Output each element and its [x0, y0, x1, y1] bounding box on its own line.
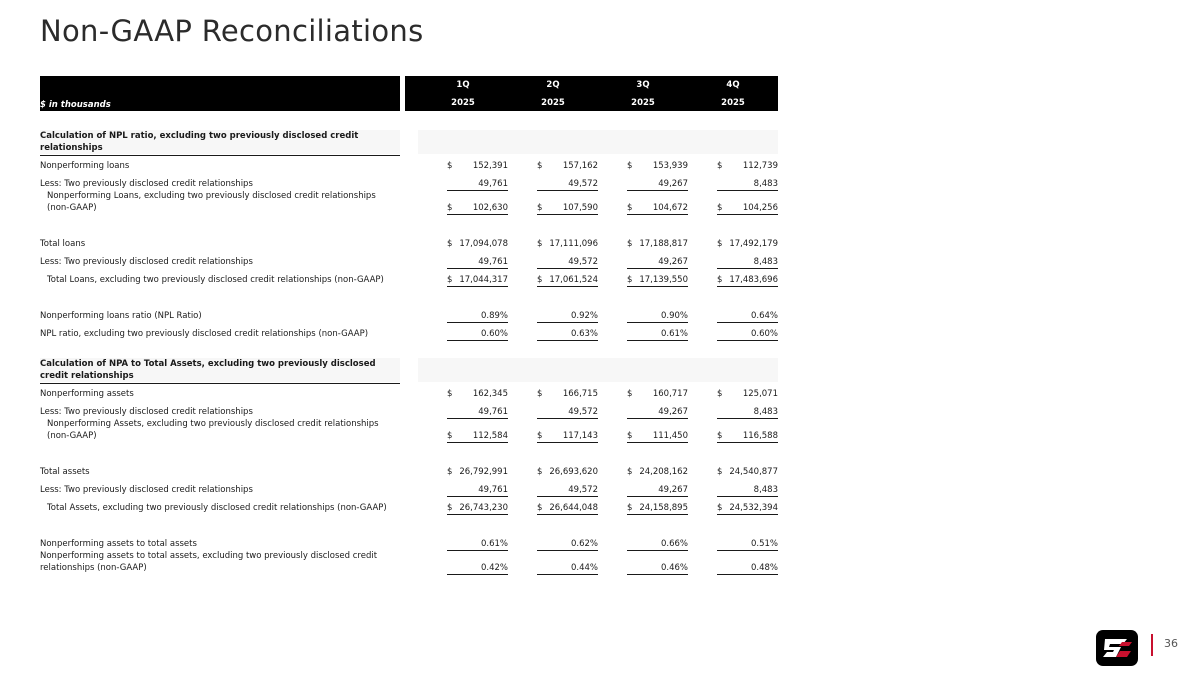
currency-symbol: $ [627, 161, 633, 171]
cell-value: 24,208,162 [639, 467, 688, 477]
table-cell [537, 388, 598, 400]
cell-value: 0.63% [570, 329, 598, 339]
cell-value: 17,111,096 [549, 239, 598, 249]
table-cell [627, 202, 688, 215]
currency-symbol: $ [447, 389, 453, 399]
currency-symbol: $ [627, 203, 633, 213]
year-header: 2025 [451, 98, 475, 108]
cell-value: 152,391 [472, 161, 508, 171]
cell-value: 26,644,048 [549, 503, 598, 513]
table-cell [627, 430, 688, 443]
cell-value: 49,267 [658, 407, 688, 417]
currency-symbol: $ [627, 389, 633, 399]
table-cell [537, 484, 598, 497]
cell-value: 8,483 [753, 485, 778, 495]
page-number: 36 [1164, 637, 1178, 650]
table-cell [537, 178, 598, 191]
currency-symbol: $ [627, 467, 633, 477]
table-cell [447, 562, 508, 575]
table-cell [537, 256, 598, 269]
row-label: Total Assets, excluding two previously disclosed credit relationships (non-GAAP) [47, 503, 387, 513]
table-cell [627, 160, 688, 172]
table-cell [447, 484, 508, 497]
table-cell [447, 538, 508, 551]
page-title: Non-GAAP Reconciliations [40, 14, 424, 48]
cell-value: 157,162 [562, 161, 598, 171]
currency-symbol: $ [447, 203, 453, 213]
table-cell [537, 466, 598, 478]
section-title: Calculation of NPL ratio, excluding two previously disclosed credit relationships [40, 130, 400, 156]
year-header: 2025 [541, 98, 565, 108]
cell-value: 24,540,877 [729, 467, 778, 477]
table-cell [537, 238, 598, 250]
cell-value: 8,483 [753, 257, 778, 267]
table-cell [447, 502, 508, 515]
currency-symbol: $ [447, 503, 453, 513]
section-title: Calculation of NPA to Total Assets, excluding two previously disclosed credit relationships [40, 358, 400, 384]
currency-symbol: $ [537, 203, 543, 213]
currency-symbol: $ [717, 275, 723, 285]
table-cell [447, 388, 508, 400]
table-cell [447, 406, 508, 419]
cell-value: 111,450 [652, 431, 688, 441]
cell-value: 0.60% [480, 329, 508, 339]
table-cell [537, 562, 598, 575]
cell-value: 112,739 [742, 161, 778, 171]
table-cell [627, 274, 688, 287]
cell-value: 17,094,078 [459, 239, 508, 249]
table-cell [627, 538, 688, 551]
cell-value: 49,572 [568, 407, 598, 417]
table-cell [447, 160, 508, 172]
currency-symbol: $ [447, 467, 453, 477]
cell-value: 26,743,230 [459, 503, 508, 513]
cell-value: 102,630 [472, 203, 508, 213]
table-cell [627, 256, 688, 269]
table-cell [447, 274, 508, 287]
table-cell [447, 256, 508, 269]
currency-symbol: $ [537, 239, 543, 249]
cell-value: 49,572 [568, 485, 598, 495]
table-cell [717, 484, 778, 497]
cell-value: 49,267 [658, 257, 688, 267]
table-cell [717, 502, 778, 515]
row-label: Nonperforming assets [40, 389, 134, 399]
cell-value: 8,483 [753, 407, 778, 417]
quarter-header: 3Q [636, 80, 650, 90]
currency-symbol: $ [537, 389, 543, 399]
table-cell [627, 502, 688, 515]
cell-value: 0.89% [480, 311, 508, 321]
table-cell [537, 160, 598, 172]
row-label: Nonperforming loans ratio (NPL Ratio) [40, 311, 202, 321]
header-divider [400, 76, 405, 111]
table-cell [627, 484, 688, 497]
quarter-header: 2Q [546, 80, 560, 90]
table-cell [717, 388, 778, 400]
cell-value: 24,158,895 [639, 503, 688, 513]
table-cell [717, 274, 778, 287]
row-label: NPL ratio, excluding two previously disclosed credit relationships (non-GAAP) [40, 329, 369, 339]
currency-symbol: $ [537, 275, 543, 285]
row-label: Nonperforming assets to total assets, excluding two previously disclosed credit relationships (non-GAAP) [40, 551, 378, 573]
cell-value: 0.61% [480, 539, 508, 549]
cell-value: 112,584 [472, 431, 508, 441]
row-label: Total assets [40, 467, 90, 477]
table-cell [627, 328, 688, 341]
cell-value: 49,572 [568, 179, 598, 189]
cell-value: 0.44% [570, 563, 598, 573]
table-cell [537, 430, 598, 443]
table-cell [447, 238, 508, 250]
table-cell [717, 328, 778, 341]
cell-value: 17,139,550 [639, 275, 688, 285]
quarter-header: 4Q [726, 80, 740, 90]
cell-value: 0.48% [750, 563, 778, 573]
year-header: 2025 [631, 98, 655, 108]
table-cell [537, 406, 598, 419]
unit-label: $ in thousands [40, 100, 111, 110]
table-cell [717, 310, 778, 323]
cell-value: 17,188,817 [639, 239, 688, 249]
table-cell [537, 202, 598, 215]
table-cell [447, 328, 508, 341]
cell-value: 49,761 [478, 257, 508, 267]
cell-value: 0.60% [750, 329, 778, 339]
cell-value: 162,345 [472, 389, 508, 399]
cell-value: 104,672 [652, 203, 688, 213]
cell-value: 49,761 [478, 407, 508, 417]
table-cell [537, 274, 598, 287]
cell-value: 0.42% [480, 563, 508, 573]
table-cell [627, 178, 688, 191]
table-cell [717, 238, 778, 250]
year-header: 2025 [721, 98, 745, 108]
cell-value: 125,071 [742, 389, 778, 399]
cell-value: 24,532,394 [729, 503, 778, 513]
table-cell [447, 178, 508, 191]
row-label: Nonperforming loans [40, 161, 130, 171]
cell-value: 17,492,179 [729, 239, 778, 249]
quarter-header: 1Q [456, 80, 470, 90]
row-label: Nonperforming assets to total assets [40, 539, 197, 549]
table-cell [537, 310, 598, 323]
cell-value: 0.66% [660, 539, 688, 549]
currency-symbol: $ [537, 467, 543, 477]
cell-value: 17,061,524 [549, 275, 598, 285]
bank-logo-icon [1096, 630, 1138, 666]
table-cell [447, 202, 508, 215]
table-cell [537, 328, 598, 341]
currency-symbol: $ [627, 503, 633, 513]
table-cell [717, 160, 778, 172]
cell-value: 166,715 [562, 389, 598, 399]
table-cell [447, 310, 508, 323]
cell-value: 104,256 [742, 203, 778, 213]
currency-symbol: $ [537, 431, 543, 441]
row-label: Less: Two previously disclosed credit relationships [40, 407, 253, 417]
currency-symbol: $ [627, 239, 633, 249]
footer-divider [1151, 634, 1153, 656]
table-cell [627, 562, 688, 575]
table-cell [717, 256, 778, 269]
cell-value: 160,717 [652, 389, 688, 399]
table-cell [447, 430, 508, 443]
currency-symbol: $ [627, 275, 633, 285]
currency-symbol: $ [717, 203, 723, 213]
cell-value: 17,483,696 [729, 275, 778, 285]
row-label: Less: Two previously disclosed credit relationships [40, 257, 253, 267]
currency-symbol: $ [447, 161, 453, 171]
row-label: Nonperforming Loans, excluding two previously disclosed credit relationships (non-GAAP) [47, 191, 376, 213]
table-cell [627, 310, 688, 323]
table-cell [537, 538, 598, 551]
currency-symbol: $ [717, 239, 723, 249]
cell-value: 49,267 [658, 485, 688, 495]
table-cell [717, 430, 778, 443]
row-label: Less: Two previously disclosed credit relationships [40, 179, 253, 189]
table-cell [717, 178, 778, 191]
table-cell [537, 502, 598, 515]
cell-value: 49,267 [658, 179, 688, 189]
table-cell [627, 388, 688, 400]
cell-value: 0.90% [660, 311, 688, 321]
currency-symbol: $ [717, 389, 723, 399]
table-cell [717, 466, 778, 478]
table-cell [717, 538, 778, 551]
currency-symbol: $ [717, 467, 723, 477]
table-cell [627, 238, 688, 250]
cell-value: 49,572 [568, 257, 598, 267]
cell-value: 8,483 [753, 179, 778, 189]
currency-symbol: $ [447, 239, 453, 249]
cell-value: 107,590 [562, 203, 598, 213]
table-cell [717, 562, 778, 575]
currency-symbol: $ [447, 431, 453, 441]
cell-value: 116,588 [742, 431, 778, 441]
cell-value: 0.46% [660, 563, 688, 573]
table-cell [717, 406, 778, 419]
currency-symbol: $ [717, 431, 723, 441]
currency-symbol: $ [537, 161, 543, 171]
cell-value: 0.64% [750, 311, 778, 321]
row-label: Less: Two previously disclosed credit relationships [40, 485, 253, 495]
table-cell [717, 202, 778, 215]
cell-value: 117,143 [562, 431, 598, 441]
table-cell [627, 466, 688, 478]
cell-value: 49,761 [478, 485, 508, 495]
cell-value: 26,792,991 [459, 467, 508, 477]
currency-symbol: $ [537, 503, 543, 513]
currency-symbol: $ [717, 503, 723, 513]
cell-value: 0.51% [750, 539, 778, 549]
row-label: Total Loans, excluding two previously disclosed credit relationships (non-GAAP) [47, 275, 384, 285]
cell-value: 0.61% [660, 329, 688, 339]
row-label: Nonperforming Assets, excluding two previously disclosed credit relationships (non-GAAP) [47, 419, 379, 441]
currency-symbol: $ [627, 431, 633, 441]
cell-value: 26,693,620 [549, 467, 598, 477]
currency-symbol: $ [447, 275, 453, 285]
table-cell [627, 406, 688, 419]
currency-symbol: $ [717, 161, 723, 171]
cell-value: 49,761 [478, 179, 508, 189]
cell-value: 17,044,317 [459, 275, 508, 285]
table-cell [447, 466, 508, 478]
cell-value: 0.62% [570, 539, 598, 549]
row-label: Total loans [40, 239, 86, 249]
cell-value: 0.92% [570, 311, 598, 321]
cell-value: 153,939 [652, 161, 688, 171]
